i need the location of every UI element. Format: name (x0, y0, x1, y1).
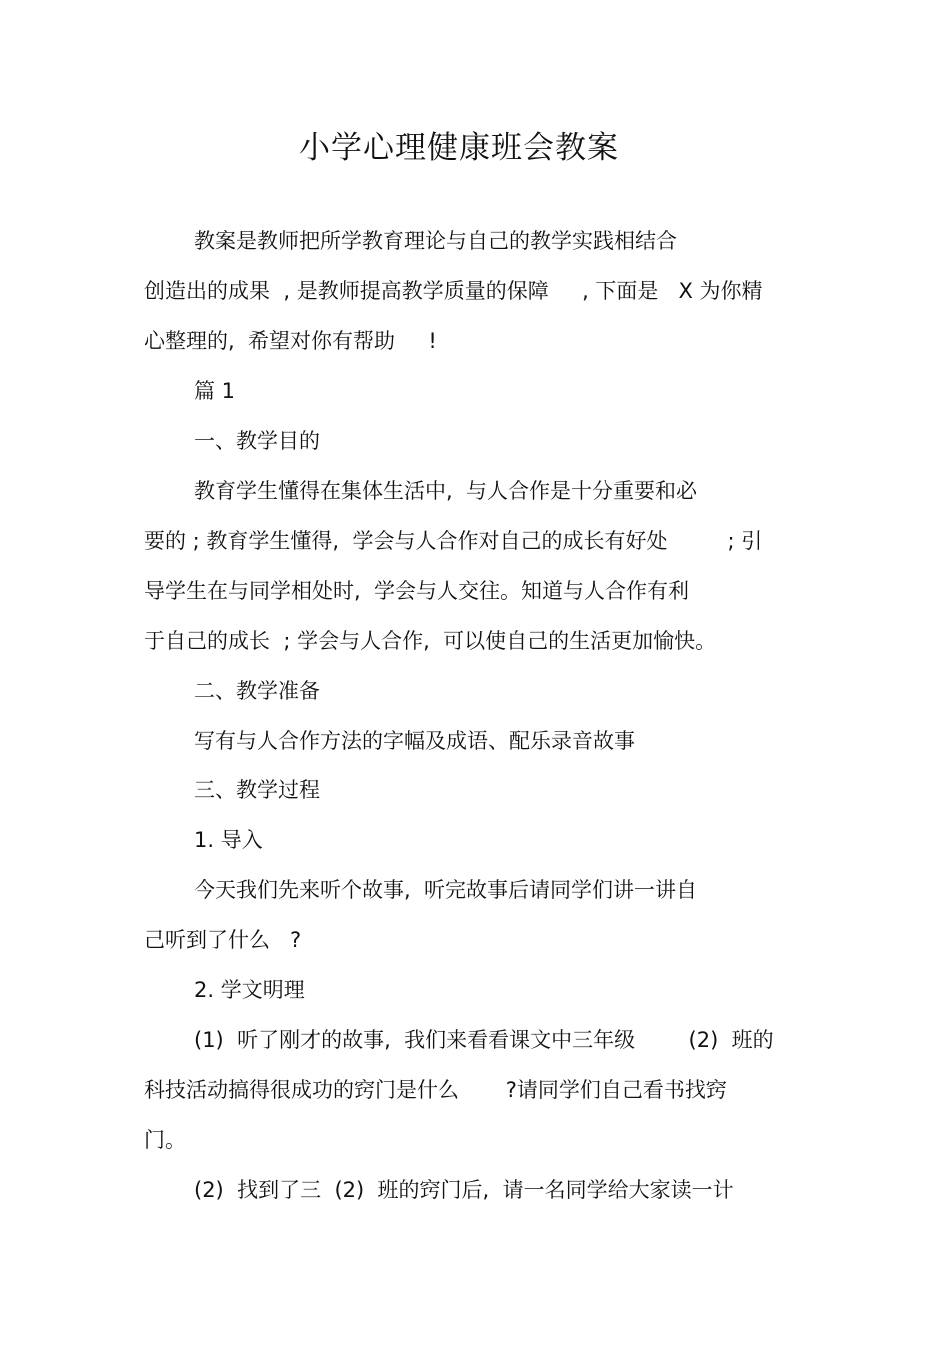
preparation-line: 写有与人合作方法的字幅及成语、配乐录音故事 (194, 729, 635, 753)
objective-line-3: 导学生在与同学相处时, 学会与人交往。知道与人合作有利 (144, 579, 690, 603)
heading-teaching-process: 三、教学过程 (194, 778, 320, 802)
heading-teaching-preparation: 二、教学准备 (194, 679, 320, 703)
learn-text-line-1: (1) 听了刚才的故事, 我们来看看课文中三年级 (2) 班的 (194, 1028, 774, 1052)
learn-text-line-4: (2) 找到了三 (2) 班的窍门后, 请一名同学给大家读一计 (194, 1178, 734, 1202)
heading-teaching-objective: 一、教学目的 (194, 429, 320, 453)
introduction-line-1: 今天我们先来听个故事, 听完故事后请同学们讲一讲自 (194, 878, 698, 902)
section-heading-part-1: 篇 1 (194, 379, 236, 403)
document-title: 小学心理健康班会教案 (299, 130, 619, 166)
intro-line-1: 教案是教师把所学教育理论与自己的教学实践相结合 (194, 229, 677, 253)
intro-line-2: 创造出的成果 , 是教师提高教学质量的保障 , 下面是 X 为你精 (144, 279, 763, 303)
learn-text-line-3: 门。 (144, 1128, 186, 1152)
learn-text-line-2: 科技活动搞得很成功的窍门是什么 ?请同学们自己看书找窍 (144, 1078, 727, 1102)
introduction-line-2: 己听到了什么 ? (144, 928, 302, 952)
subheading-introduction: 1. 导入 (194, 828, 263, 852)
objective-line-2: 要的 ; 教育学生懂得, 学会与人合作对自己的成长有好处 ; 引 (144, 529, 763, 553)
intro-line-3: 心整理的, 希望对你有帮助 ! (144, 329, 437, 353)
objective-line-1: 教育学生懂得在集体生活中, 与人合作是十分重要和必 (194, 479, 698, 503)
subheading-learn-text: 2. 学文明理 (194, 978, 305, 1002)
objective-line-4: 于自己的成长 ; 学会与人合作, 可以使自己的生活更加愉快。 (144, 629, 717, 653)
